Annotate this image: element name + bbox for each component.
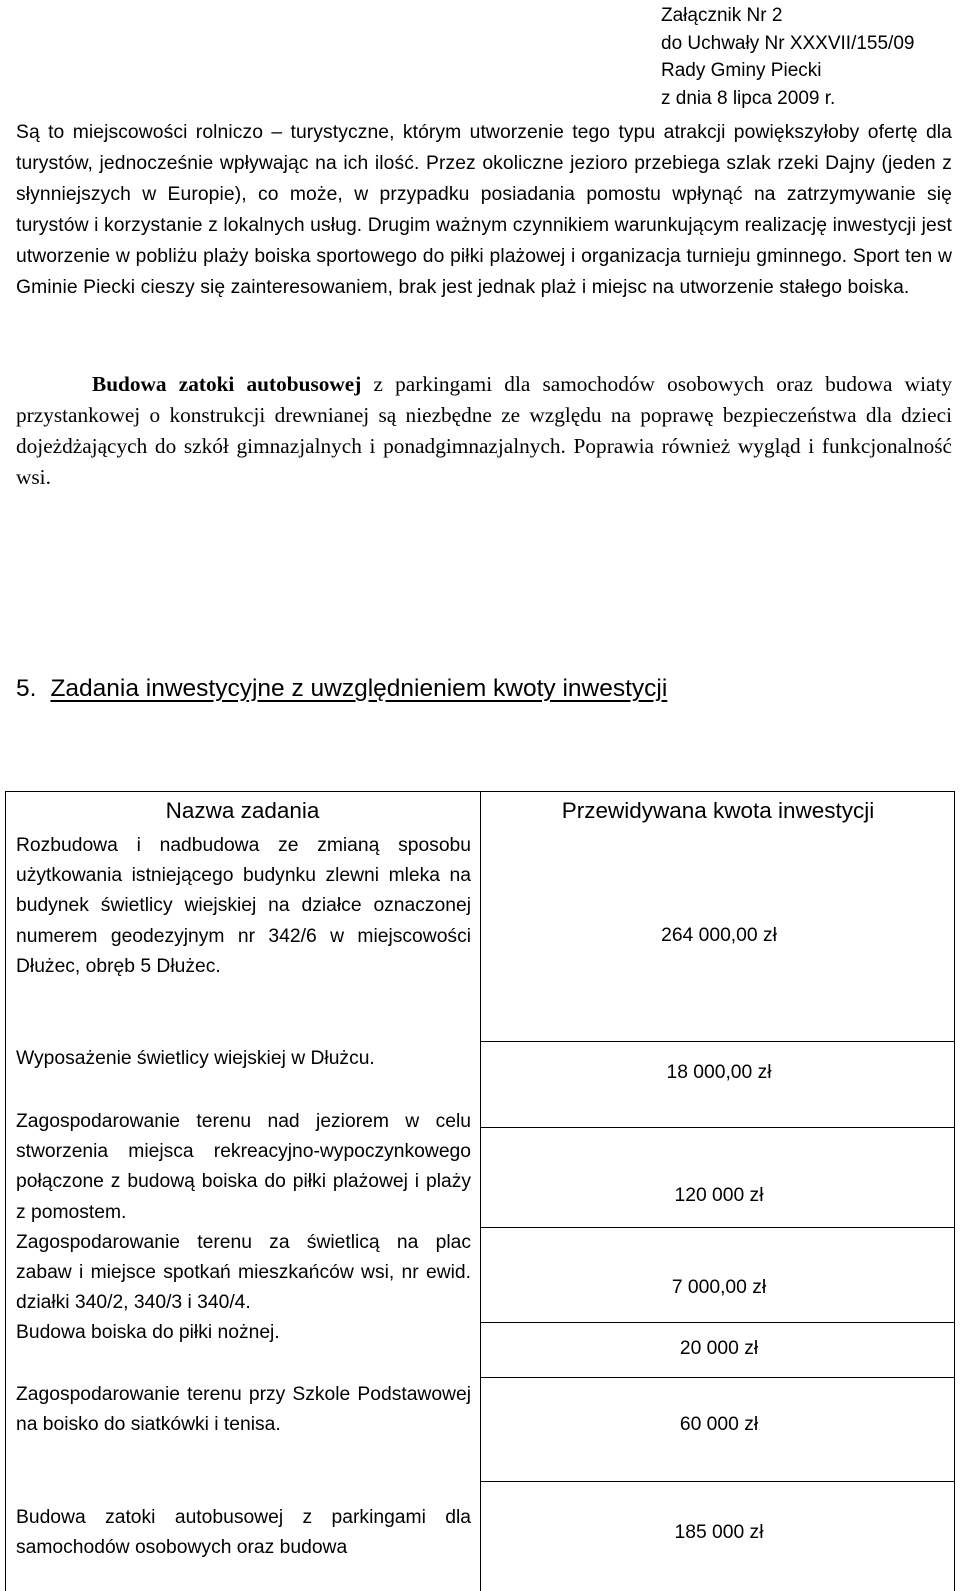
- task-amount-cell: 20 000 zł: [679, 1338, 759, 1359]
- section-title: Zadania inwestycyjne z uwzględnieniem kwoty inwestycji: [50, 675, 668, 702]
- paragraph-text: z parkingami dla samochodów osobowych oraz budowa wiaty przystankowej o konstrukcji drewnianej są niezbędne ze względu na poprawę bezpieczeństwa dla dzieci dojeżdżających do szkół gimnazjalnych i ponadgimnazjalnych. Poprawia również wygląd i funkcjonalność wsi.: [16, 372, 952, 489]
- table-row-divider: [480, 1322, 955, 1323]
- header-line: Załącznik Nr 2: [661, 5, 783, 26]
- table-border: [5, 791, 6, 1591]
- table-row-divider: [480, 1377, 955, 1378]
- header-line: do Uchwały Nr XXXVII/155/09: [661, 32, 915, 54]
- bold-lead-text: Budowa zatoki autobusowej: [92, 372, 362, 396]
- column-header-name: Nazwa zadania: [165, 798, 320, 823]
- task-amount-cell: 7 000,00 zł: [671, 1277, 767, 1298]
- task-name-cell: Zagospodarowanie terenu nad jeziorem w celu stworzenia miejsca rekreacyjno-wypoczynkowego połączone z budową boiska do piłki plażowej i plaży z pomostem.: [16, 1111, 471, 1223]
- task-name-cell: Budowa boiska do piłki nożnej.: [16, 1322, 280, 1343]
- section-heading: [16, 671, 667, 707]
- task-name-cell: Budowa zatoki autobusowej z parkingami dla samochodów osobowych oraz budowa: [16, 1507, 471, 1559]
- header-line: z dnia 8 lipca 2009 r.: [661, 87, 836, 109]
- table-border: [954, 791, 955, 1591]
- table-row-divider: [480, 1227, 955, 1228]
- task-amount-cell: 185 000 zł: [674, 1522, 764, 1543]
- task-name-cell: Wyposażenie świetlicy wiejskiej w Dłużcu.: [16, 1048, 375, 1069]
- body-paragraph-tourism: Są to miejscowości rolniczo – turystyczne, którym utworzenie tego typu atrakcji powiększyłoby ofertę dla turystów, jednocześnie wpływając na ich ilość. Przez okoliczne jezioro przebiega szlak rzeki Dajny (jeden z słynniejszych w Europie), co może, w przypadku posiadania pomostu wpłynąć na zatrzymywanie się turystów i korzystanie z lokalnych usług. Drugim ważnym czynnikiem warunkującym realizację inwestycji jest utworzenie w pobliżu plaży boiska sportowego do piłki plażowej i organizacja turnieju gminnego. Sport ten w Gminie Piecki cieszy się zainteresowaniem, brak jest jednak plaż i miejsc na utworzenie stałego boiska.: [16, 122, 952, 298]
- task-name-cell: Zagospodarowanie terenu przy Szkole Podstawowej na boisko do siatkówki i tenisa.: [16, 1384, 471, 1436]
- task-name-cell: Rozbudowa i nadbudowa ze zmianą sposobu użytkowania istniejącego budynku zlewni mleka na budynek świetlicy wiejskiej na działce oznaczonej numerem geodezyjnym nr 342/6 w miejscowości Dłużec, obręb 5 Dłużec.: [16, 835, 471, 977]
- table-column-divider: [480, 791, 481, 1591]
- task-amount-cell: 264 000,00 zł: [661, 925, 777, 946]
- body-paragraph-bus-bay: [16, 369, 952, 493]
- task-amount-cell: 18 000,00 zł: [666, 1062, 772, 1083]
- task-amount-cell: 120 000 zł: [674, 1185, 764, 1206]
- investment-table: [5, 791, 955, 1591]
- column-header-amount: Przewidywana kwota inwestycji: [561, 798, 875, 823]
- task-amount-cell: 60 000 zł: [679, 1414, 759, 1435]
- table-border: [5, 791, 955, 792]
- task-name-cell: Zagospodarowanie terenu za świetlicą na plac zabaw i miejsce spotkań mieszkańców wsi, nr ewid. działki 340/2, 340/3 i 340/4.: [16, 1232, 471, 1314]
- section-number: 5.: [16, 675, 37, 702]
- table-row-divider: [480, 1041, 955, 1042]
- header-line: Rady Gminy Piecki: [661, 60, 822, 81]
- table-row-divider: [480, 1481, 955, 1482]
- table-row-divider: [480, 1127, 955, 1128]
- attachment-header: [661, 2, 914, 112]
